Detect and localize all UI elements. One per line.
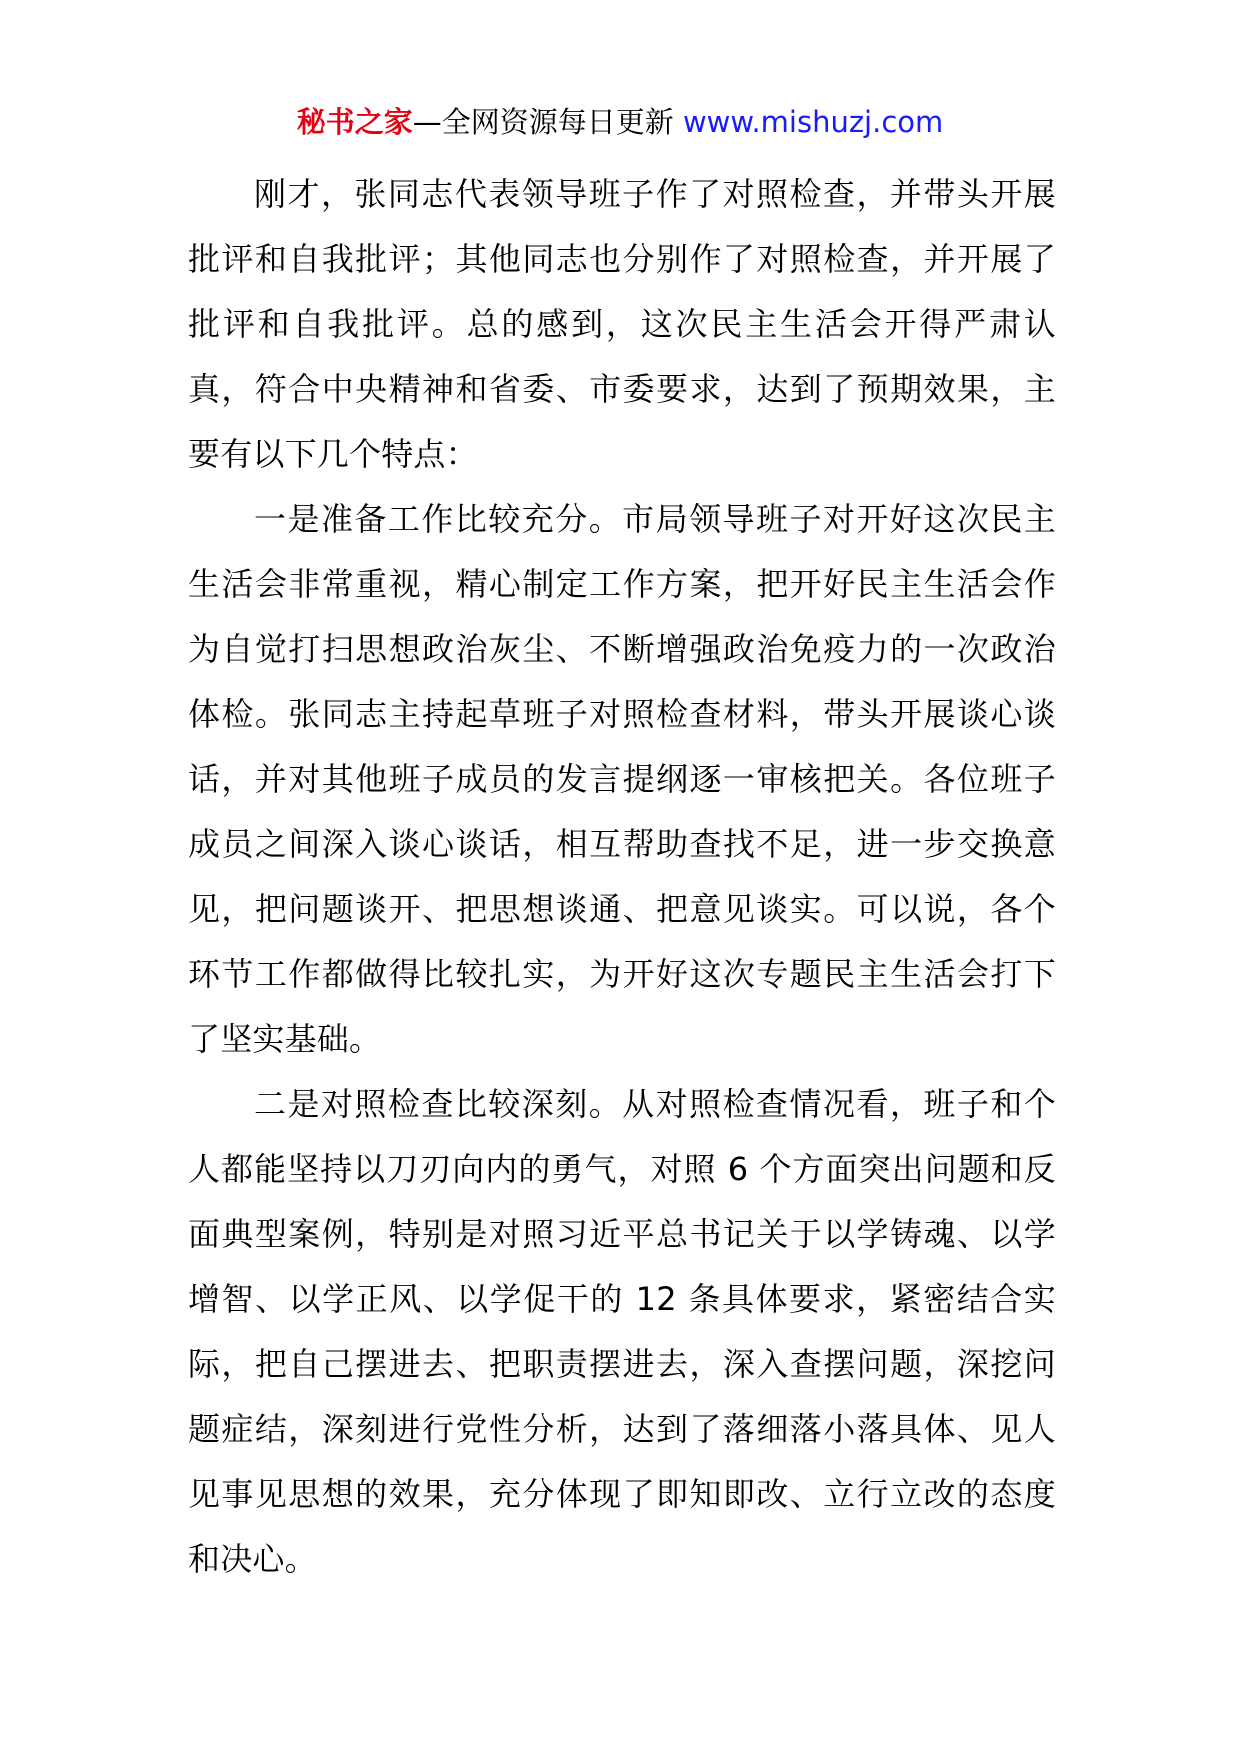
paragraph-point-two: 二是对照检查比较深刻。从对照检查情况看，班子和个人都能坚持以刀刃向内的勇气，对照 6 个方面突出问题和反面典型案例，特别是对照习近平总书记关于以学铸魂、以学增智、以学正风、以学促干的 12 条具体要求，紧密结合实际，把自己摆进去、把职责摆进去，深入查摆问题，深挖问题症结，深刻进行党性分析，达到了落细落小落具体、见人见事见思想的效果，充分体现了即知即改、立行立改的态度和决心。 — [188, 1085, 1056, 1578]
document-body — [188, 162, 1056, 1592]
paragraph-point-one: 一是准备工作比较充分。市局领导班子对开好这次民主生活会非常重视，精心制定工作方案，把开好民主生活会作为自觉打扫思想政治灰尘、不断增强政治免疫力的一次政治体检。张同志主持起草班子对照检查材料，带头开展谈心谈话，并对其他班子成员的发言提纲逐一审核把关。各位班子成员之间深入谈心谈话，相互帮助查找不足，进一步交换意见，把问题谈开、把思想谈通、把意见谈实。可以说，各个环节工作都做得比较扎实，为开好这次专题民主生活会打下了坚实基础。 — [188, 500, 1056, 1058]
page-header — [0, 102, 1240, 142]
website-link[interactable]: www.mishuzj.com — [682, 105, 944, 139]
paragraph-intro: 刚才，张同志代表领导班子作了对照检查，并带头开展批评和自我批评；其他同志也分别作了对照检查，并开展了批评和自我批评。总的感到，这次民主生活会开得严肃认真，符合中央精神和省委、市委要求，达到了预期效果，主要有以下几个特点： — [188, 175, 1056, 473]
header-tagline: —全网资源每日更新 — [412, 105, 674, 139]
brand-name: 秘书之家 — [296, 105, 413, 139]
